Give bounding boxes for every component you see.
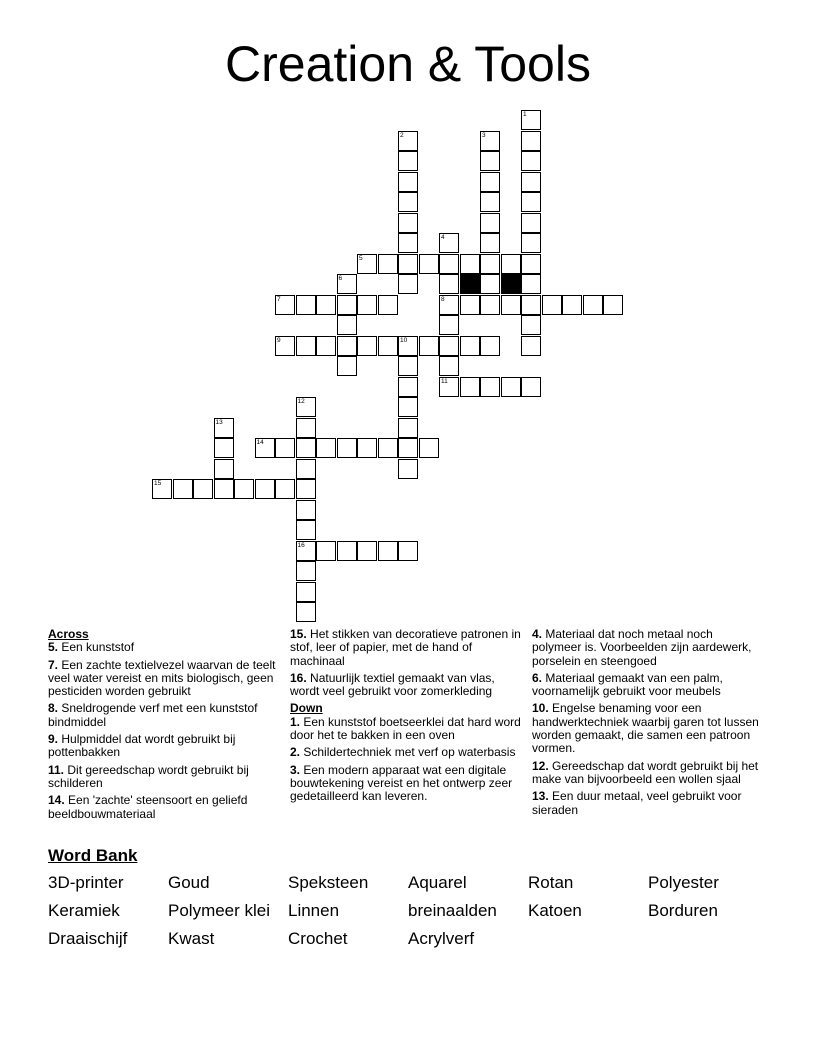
clue-number: 11 xyxy=(441,377,448,385)
grid-cell xyxy=(521,172,541,192)
grid-cell xyxy=(521,151,541,171)
grid-cell xyxy=(275,438,295,458)
grid-cell xyxy=(480,151,500,171)
clue-text: Schildertechniek met verf op waterbasis xyxy=(300,745,516,760)
grid-cell xyxy=(275,295,295,315)
grid-cell xyxy=(337,336,357,356)
clue-text: Een kunststof boetseerklei dat hard word door het te bakken in een oven xyxy=(290,714,521,743)
word-bank-word: Aquarel xyxy=(408,873,467,892)
clue-number: 8 xyxy=(441,295,445,303)
clue-text: Natuurlijk textiel gemaakt van vlas, wordt veel gebruikt voor zomerkleding xyxy=(290,670,495,699)
grid-cell xyxy=(296,602,316,622)
clue-number: 16 xyxy=(297,541,305,549)
clue-item xyxy=(290,672,522,699)
word-bank-title: Word Bank xyxy=(48,846,138,865)
word-bank-word: Kwast xyxy=(168,929,215,948)
clue-item xyxy=(48,702,280,729)
grid-cell xyxy=(296,582,316,602)
grid-cell xyxy=(480,274,500,294)
clue-item xyxy=(48,659,280,699)
grid-cell xyxy=(337,541,357,561)
grid-cell xyxy=(255,438,275,458)
grid-cell xyxy=(214,479,234,499)
grid-cell xyxy=(419,336,439,356)
grid-cell xyxy=(562,295,582,315)
word-bank-word: Goud xyxy=(168,873,210,892)
grid-cell xyxy=(296,520,316,540)
grid-cell xyxy=(152,479,172,499)
grid-cell xyxy=(480,377,500,397)
clue-number-label: 10. xyxy=(532,701,549,716)
grid-cell xyxy=(480,336,500,356)
word-bank-word: 3D-printer xyxy=(48,873,124,892)
grid-cell xyxy=(357,541,377,561)
grid-cell xyxy=(275,336,295,356)
grid-cell xyxy=(480,295,500,315)
grid-block xyxy=(460,274,480,294)
clue-number-label: 6. xyxy=(532,670,543,685)
grid-cell xyxy=(521,336,541,356)
grid-cell xyxy=(521,254,541,274)
word-bank-word: Crochet xyxy=(288,929,348,948)
grid-cell xyxy=(398,151,418,171)
grid-cell xyxy=(480,254,500,274)
grid-cell xyxy=(316,438,336,458)
clue-number-label: 13. xyxy=(532,789,549,804)
grid-cell xyxy=(337,295,357,315)
grid-cell xyxy=(603,295,623,315)
clues-column-1 xyxy=(48,628,280,825)
word-bank-word: Speksteen xyxy=(288,873,369,892)
grid-cell xyxy=(398,356,418,376)
grid-cell xyxy=(357,336,377,356)
clue-text: Een duur metaal, veel gebruikt voor sieraden xyxy=(532,789,742,817)
clues-column-2 xyxy=(290,628,522,808)
grid-cell xyxy=(398,541,418,561)
grid-cell xyxy=(337,356,357,376)
grid-cell xyxy=(193,479,213,499)
clue-number: 7 xyxy=(277,295,281,303)
clue-text: Het stikken van decoratieve patronen in stof, leer of papier, met de hand of machinaal xyxy=(290,627,521,668)
grid-cell xyxy=(398,172,418,192)
clue-item xyxy=(290,746,522,759)
clue-number: 10 xyxy=(400,336,408,344)
clue-text: Sneldrogende verf met een kunststof bindmiddel xyxy=(48,701,258,729)
grid-cell xyxy=(337,274,357,294)
clue-item xyxy=(532,790,764,817)
clue-number-label: 16. xyxy=(290,670,307,685)
grid-cell xyxy=(398,131,418,151)
grid-cell xyxy=(521,377,541,397)
grid-cell xyxy=(398,459,418,479)
grid-cell xyxy=(521,110,541,130)
clue-text: Materiaal dat noch metaal noch polymeer is. Voorbeelden zijn aardewerk, porselein en steengoed xyxy=(532,627,752,668)
grid-cell xyxy=(296,438,316,458)
grid-cell xyxy=(173,479,193,499)
grid-cell xyxy=(398,438,418,458)
clue-text: Dit gereedschap wordt gebruikt bij schilderen xyxy=(48,762,249,790)
grid-cell xyxy=(357,438,377,458)
grid-cell xyxy=(419,438,439,458)
grid-cell xyxy=(234,479,254,499)
grid-cell xyxy=(316,541,336,561)
grid-cell xyxy=(378,254,398,274)
grid-cell xyxy=(357,254,377,274)
grid-cell xyxy=(521,274,541,294)
grid-cell xyxy=(378,438,398,458)
grid-cell xyxy=(296,295,316,315)
grid-cell xyxy=(480,213,500,233)
clue-number: 13 xyxy=(215,418,223,426)
grid-cell xyxy=(398,213,418,233)
word-bank-word: Polyester xyxy=(648,873,719,892)
clue-number: 12 xyxy=(297,398,305,405)
clue-number: 2 xyxy=(400,131,404,139)
grid-cell xyxy=(398,274,418,294)
grid-cell xyxy=(521,213,541,233)
grid-cell xyxy=(439,295,459,315)
grid-cell xyxy=(255,479,275,499)
clue-number: 15 xyxy=(154,480,162,487)
clue-text: Hulpmiddel dat wordt gebruikt bij pottenbakken xyxy=(48,732,236,760)
clue-item xyxy=(290,716,522,743)
grid-cell xyxy=(521,233,541,253)
clue-item xyxy=(532,702,764,755)
grid-cell xyxy=(439,356,459,376)
grid-cell xyxy=(501,377,521,397)
word-bank-word: Borduren xyxy=(648,901,718,920)
grid-cell xyxy=(275,479,295,499)
grid-cell xyxy=(480,131,500,151)
grid-cell xyxy=(480,233,500,253)
grid-cell xyxy=(480,172,500,192)
grid-cell xyxy=(439,315,459,335)
grid-cell xyxy=(398,336,418,356)
grid-cell xyxy=(214,459,234,479)
grid-block xyxy=(501,274,521,294)
grid-cell xyxy=(296,418,316,438)
grid-cell xyxy=(296,397,316,417)
word-bank-word: Polymeer klei xyxy=(168,901,271,920)
grid-cell xyxy=(398,377,418,397)
clue-number-label: 15. xyxy=(290,627,307,641)
clue-number-label: 7. xyxy=(48,657,59,672)
clue-number-label: 11. xyxy=(48,762,65,777)
grid-cell xyxy=(316,336,336,356)
grid-cell xyxy=(501,295,521,315)
grid-cell xyxy=(398,397,418,417)
clue-text: Engelse benaming voor een handwerktechniek waarbij garen tot lussen worden gemaakt, die samen een patroon vormen. xyxy=(532,701,759,756)
clue-text: Een 'zachte' steensoort en geliefd beeldbouwmateriaal xyxy=(48,793,248,821)
across-heading: Across xyxy=(48,627,89,641)
clue-number-label: 14. xyxy=(48,793,65,808)
word-bank-word: Rotan xyxy=(528,873,574,892)
word-bank-word: Linnen xyxy=(288,901,340,920)
grid-cell xyxy=(296,541,316,561)
grid-cell xyxy=(439,336,459,356)
grid-cell xyxy=(521,315,541,335)
clue-text: Een modern apparaat wat een digitale bouwtekening vereist en het ontwerp zeer gedetailleerd kan leveren. xyxy=(290,762,513,804)
grid-cell xyxy=(296,500,316,520)
word-bank-word: Keramiek xyxy=(48,901,120,920)
clue-item xyxy=(532,628,764,668)
grid-cell xyxy=(398,233,418,253)
grid-cell xyxy=(378,541,398,561)
grid-cell xyxy=(357,295,377,315)
grid-cell xyxy=(460,336,480,356)
clue-number-label: 8. xyxy=(48,701,59,716)
grid-cell xyxy=(542,295,562,315)
grid-cell xyxy=(439,233,459,253)
grid-cell xyxy=(480,192,500,212)
grid-cell xyxy=(337,315,357,335)
clue-number-label: 4. xyxy=(532,627,543,641)
grid-cell xyxy=(398,418,418,438)
grid-cell xyxy=(439,274,459,294)
grid-cell xyxy=(296,561,316,581)
clue-number: 5 xyxy=(359,254,363,262)
clues-column-3 xyxy=(532,628,764,821)
grid-cell xyxy=(419,254,439,274)
clue-number: 4 xyxy=(441,234,445,241)
word-bank-word: breinaalden xyxy=(408,901,497,920)
grid-cell xyxy=(398,192,418,212)
grid-cell xyxy=(521,131,541,151)
grid-cell xyxy=(296,336,316,356)
clue-number-label: 3. xyxy=(290,762,301,777)
grid-cell xyxy=(583,295,603,315)
clue-item xyxy=(48,733,280,760)
clue-number-label: 1. xyxy=(290,714,301,729)
grid-cell xyxy=(214,418,234,438)
grid-cell xyxy=(214,438,234,458)
grid-cell xyxy=(316,295,336,315)
word-bank-word: Draaischijf xyxy=(48,929,128,948)
grid-cell xyxy=(460,295,480,315)
clue-text: Gereedschap dat wordt gebruikt bij het make van bijvoorbeeld een wollen sjaal xyxy=(532,758,759,786)
clue-item xyxy=(290,628,522,668)
clue-number: 9 xyxy=(277,336,281,344)
grid-cell xyxy=(521,295,541,315)
word-bank-word: Acrylverf xyxy=(408,929,475,948)
grid-cell xyxy=(460,254,480,274)
grid-cell xyxy=(378,295,398,315)
clue-text: Materiaal gemaakt van een palm, voornamelijk gebruikt voor meubels xyxy=(532,670,723,699)
word-bank-word: Katoen xyxy=(528,901,582,920)
down-heading: Down xyxy=(290,701,323,716)
clue-item xyxy=(48,794,280,821)
clue-text: Een kunststof xyxy=(58,640,135,655)
clue-item xyxy=(48,641,280,654)
grid-cell xyxy=(439,377,459,397)
clue-number-label: 2. xyxy=(290,745,301,760)
clue-number-label: 12. xyxy=(532,758,549,773)
clue-number: 14 xyxy=(256,439,264,446)
grid-cell xyxy=(521,192,541,212)
clue-number: 3 xyxy=(482,131,486,139)
grid-cell xyxy=(460,377,480,397)
page-title: Creation & Tools xyxy=(225,36,591,92)
clue-item xyxy=(290,764,522,804)
clue-item xyxy=(48,764,280,791)
clue-number: 1 xyxy=(523,111,527,118)
grid-cell xyxy=(296,459,316,479)
grid-cell xyxy=(337,438,357,458)
grid-cell xyxy=(378,336,398,356)
grid-cell xyxy=(501,254,521,274)
clue-number: 6 xyxy=(338,275,343,282)
grid-cell xyxy=(398,254,418,274)
clue-item xyxy=(532,760,764,787)
clue-text: Een zachte textielvezel waarvan de teelt veel water vereist en mits biologisch, geen pesticiden worden gebruikt xyxy=(48,657,276,699)
grid-cell xyxy=(296,479,316,499)
clue-item xyxy=(532,672,764,699)
grid-cell xyxy=(439,254,459,274)
clue-number-label: 5. xyxy=(48,640,59,655)
clue-number-label: 9. xyxy=(48,732,59,747)
